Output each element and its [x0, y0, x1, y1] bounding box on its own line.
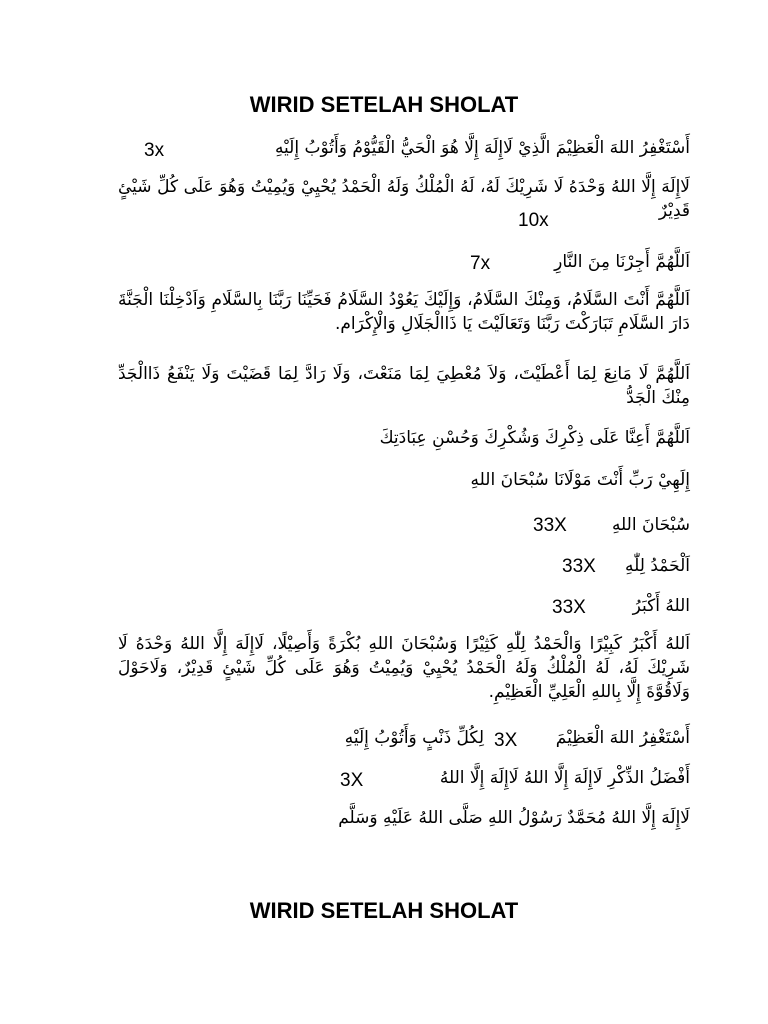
wirid-istighfar-count: 3x	[144, 140, 165, 161]
istighfar-short-count: 3X	[494, 730, 518, 751]
afdhal-dzikr-text: أَفْضَلُ الذِّكْرِ لَاإِلَهَ إِلَّا اللهُ لَاإِلَهَ إِلَّا اللهُ	[439, 768, 690, 788]
takbir-text: اللهُ أَكْبَرُ	[632, 596, 690, 616]
afdhal-dzikr-count: 3X	[340, 770, 364, 791]
wirid-istighfar-text: أَسْتَغْفِرُ اللهَ الْعَظِيْمَ الَّذِيْ لَاإِلَهَ إِلَّا هُوَ الْحَيُّ الْقَيُّوْمُ وَأَتُوْبُ إِلَيْهِ	[274, 138, 690, 158]
page-title: WIRID SETELAH SHOLAT	[249, 92, 519, 117]
wirid-ajirna-count: 7x	[470, 253, 491, 274]
wirid-takbir-panjang-text: اَللهُ أَكْبَرُ كَبِيْرًا وَالْحَمْدُ لِلّٰهِ كَثِيْرًا وَسُبْحَانَ اللهِ بُكْرَةً وَأَصِيْلًا، لَاإِلَهَ إِلَّا اللهُ وَحْدَهُ لَا شَرِيْكَ لَهُ، لَهُ الْمُلْكُ وَلَهُ الْحَمْدُ يُحْيِيْ وَيُمِيْتُ وَهُوَ عَلَى كُلِّ شَيْئٍ قَدِيْرٌ، وَلَاحَوْلَ وَلَاقُوَّةَ إِلَّا بِاللهِ الْعَلِيِّ الْعَظِيْمِ.	[118, 634, 690, 702]
wirid-la-mania-text: اَللَّهُمَّ لَا مَانِعَ لِمَا أَعْطَيْتَ، وَلاَ مُعْطِيَ لِمَا مَنَعْتَ، وَلَا رَادَّ لِمَا قَضَيْتَ وَلَا يَنْفَعُ ذَاالْجَدِّ مِنْكَ الْجَدُّ	[118, 364, 690, 408]
tasbih-text: سُبْحَانَ اللهِ	[611, 515, 690, 535]
istighfar-short-text-b: لِكُلِّ ذَنْبٍ وَأَتُوْبُ إِلَيْهِ	[344, 728, 484, 748]
wirid-salam-text: اَللَّهُمَّ أَنْتَ السَّلَامُ، وَمِنْكَ السَّلَامُ، وَإِلَيْكَ يَعُوْدُ السَّلَامُ فَحَيِّنَا رَبَّنَا بِالسَّلَامِ وَاَدْخِلْنَا الْجَنَّةَ دَارَ السَّلَامِ تَبَارَكْتَ رَبَّنَا وَتَعَالَيْتَ يَا ذَاالْجَلَالِ وَالْإِكْرَام.	[118, 290, 690, 334]
tahmid-text: اَلْحَمْدُ لِلّٰهِ	[625, 556, 690, 576]
footer-title: WIRID SETELAH SHOLAT	[249, 898, 519, 923]
istighfar-short-text-a: أَسْتَغْفِرُ اللهَ الْعَظِيْمَ	[555, 728, 690, 748]
tasbih-count: 33X	[533, 515, 567, 536]
wirid-ainna-text: اَللَّهُمَّ أَعِنَّا عَلَى ذِكْرِكَ وَشُكْرِكَ وَحُسْنِ عِبَادَتِكَ	[379, 428, 690, 448]
takbir-count: 33X	[552, 597, 586, 618]
wirid-tahlil-count: 10x	[518, 210, 549, 231]
wirid-tahlil-text: لَاإِلَهَ إِلَّا اللهُ وَحْدَهُ لَا شَرِيْكَ لَهُ، لَهُ الْمُلْكُ وَلَهُ الْحَمْدُ يُحْيِيْ وَيُمِيْتُ وَهُوَ عَلَى كُلِّ شَيْئٍ قَدِيْرٌ	[118, 177, 690, 221]
wirid-ajirna-text: اَللَّهُمَّ أَجِرْنَا مِنَ النَّارِ	[554, 252, 690, 272]
tahmid-count: 33X	[562, 556, 596, 577]
syahadat-text: لَاإِلَهَ إِلَّا اللهُ مُحَمَّدٌ رَسُوْلُ اللهِ صَلَّى اللهُ عَلَيْهِ وَسَلَّم	[338, 808, 690, 828]
wirid-ilahi-text: إِلَهِيْ رَبِّ أَنْتَ مَوْلَانَا سُبْحَانَ اللهِ	[470, 470, 690, 490]
